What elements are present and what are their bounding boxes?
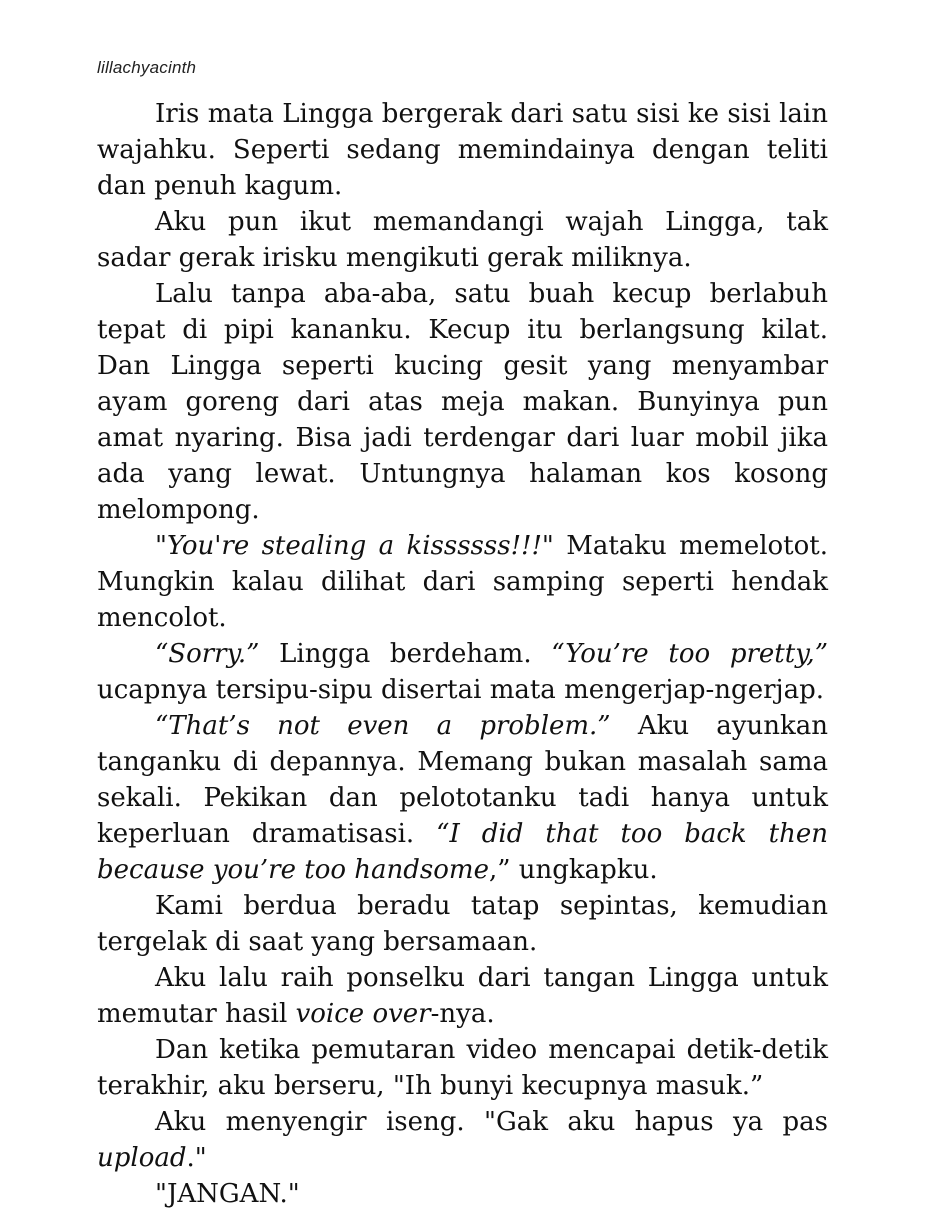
paragraph-2: [97, 204, 828, 276]
text-run: .": [186, 1143, 207, 1173]
italic-run: “Sorry.”: [155, 639, 260, 669]
paragraph-7: [97, 888, 828, 960]
text-run: Aku pun ikut memandangi wajah Lingga, tak sadar gerak irisku mengikuti gerak miliknya.: [97, 207, 828, 273]
italic-run: You're stealing a kissssss!!!": [166, 531, 554, 561]
text-run: Aku lalu raih ponselku dari tangan Lingga untuk memutar hasil: [97, 963, 828, 1029]
text-run: Iris mata Lingga bergerak dari satu sisi ke sisi lain wajahku. Seperti sedang memindainya dengan teliti dan penuh kagum.: [97, 99, 828, 201]
text-run: ucapnya tersipu-sipu disertai mata mengerjap-ngerjap.: [97, 675, 824, 705]
text-run: ,” ungkapku.: [488, 855, 658, 885]
paragraph-6: [97, 708, 828, 888]
paragraph-4: [97, 528, 828, 636]
author-username: lillachyacinth: [97, 58, 197, 77]
paragraph-11: [97, 1176, 828, 1212]
text-run: Lingga berdeham.: [259, 639, 552, 669]
paragraph-1: [97, 96, 828, 204]
italic-run: “You’re too pretty,”: [551, 639, 828, 669]
paragraph-9: [97, 1032, 828, 1104]
text-run: ": [155, 531, 167, 561]
italic-run: upload: [97, 1143, 187, 1173]
text-run: Dan ketika pemutaran video mencapai detik-detik terakhir, aku berseru, "Ih bunyi kecupnya masuk.”: [97, 1035, 828, 1101]
text-run: -nya.: [430, 999, 495, 1029]
paragraph-3: [97, 276, 828, 528]
paragraph-8: [97, 960, 828, 1032]
paragraph-5: [97, 636, 828, 708]
text-run: Mataku memelotot. Mungkin kalau dilihat dari samping seperti hendak mencolot.: [97, 531, 828, 633]
text-run: "JANGAN.": [155, 1179, 300, 1209]
italic-run: “I did that too back then because you’re too handsome: [97, 819, 829, 885]
text-run: Aku menyengir iseng. "Gak aku hapus ya pas: [155, 1107, 828, 1137]
italic-run: voice over: [295, 999, 431, 1029]
paragraph-10: [97, 1104, 828, 1176]
italic-run: “That’s not even a problem.”: [155, 711, 611, 741]
story-text: [97, 96, 828, 1212]
text-run: Lalu tanpa aba-aba, satu buah kecup berlabuh tepat di pipi kananku. Kecup itu berlangsung kilat. Dan Lingga seperti kucing gesit yang menyambar ayam goreng dari atas meja makan. Bunyinya pun amat nyaring. Bisa jadi terdengar dari luar mobil jika ada yang lewat. Untungnya halaman kos kosong melompong.: [97, 279, 828, 525]
text-run: Kami berdua beradu tatap sepintas, kemudian tergelak di saat yang bersamaan.: [97, 891, 828, 957]
text-run: Aku ayunkan tanganku di depannya. Memang bukan masalah sama sekali. Pekikan dan pelototanku tadi hanya untuk keperluan dramatisasi.: [97, 711, 828, 849]
